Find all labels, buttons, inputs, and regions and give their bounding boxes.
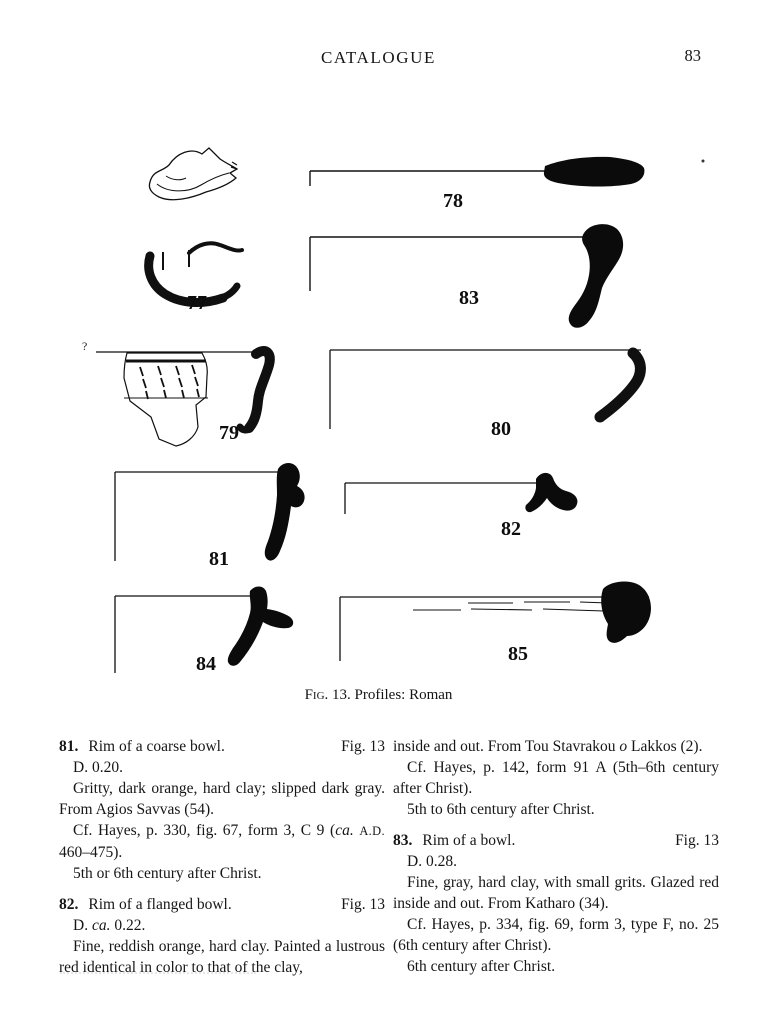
figure-label-85: 85 bbox=[508, 643, 528, 665]
profile-drawing-82 bbox=[345, 473, 577, 514]
entry-82-heading bbox=[59, 894, 385, 915]
entry-81-number: 81. bbox=[59, 738, 79, 755]
profile-drawing-83 bbox=[310, 224, 623, 328]
entry-82-description: Fine, reddish orange, hard clay. Painted a lustrous red identical in color to that of the clay, bbox=[59, 938, 385, 976]
figure-label-78: 78 bbox=[443, 190, 463, 212]
entry-81-date: 5th or 6th century after Christ. bbox=[73, 865, 262, 882]
entry-82-cont-o: o bbox=[619, 738, 628, 755]
entry-82-cont-text: inside and out. From Tou Stavrakou bbox=[393, 738, 616, 755]
entry-81-citation-text: Cf. Hayes, p. 330, fig. 67, form 3, C 9 ( bbox=[73, 822, 336, 839]
catalogue-text bbox=[59, 736, 719, 978]
figure-13 bbox=[0, 140, 757, 710]
entry-81-citation-ca: ca. bbox=[335, 822, 354, 839]
right-column bbox=[393, 736, 719, 978]
entry-82-number: 82. bbox=[59, 896, 79, 913]
entry-81-citation-range: 460–475). bbox=[59, 844, 123, 861]
entry-83-fig-ref: Fig. 13 bbox=[675, 832, 719, 849]
entry-82-fig-ref: Fig. 13 bbox=[341, 896, 385, 913]
entry-82-dim-ca: ca. bbox=[91, 917, 111, 934]
entry-83-heading bbox=[393, 830, 719, 851]
figure-label-81: 81 bbox=[209, 548, 229, 570]
entry-81-heading bbox=[59, 736, 385, 757]
figure-label-77: 77 bbox=[187, 292, 207, 314]
entry-81-title-line bbox=[59, 736, 225, 757]
entry-82-dim-value: 0.22. bbox=[114, 917, 146, 934]
scan-artifact-line bbox=[60, 972, 256, 974]
entry-83-title: Rim of a bowl. bbox=[422, 832, 516, 849]
figure-caption bbox=[0, 687, 757, 704]
entry-82-title-line bbox=[59, 894, 232, 915]
entry-83-date: 6th century after Christ. bbox=[407, 958, 556, 975]
entry-83-number: 83. bbox=[393, 832, 413, 849]
entry-82-cont-rest: Lakkos (2). bbox=[631, 738, 703, 755]
figure-caption-label: Fig. 13. bbox=[304, 687, 351, 703]
figure-label-80: 80 bbox=[491, 418, 511, 440]
left-column bbox=[59, 736, 385, 978]
entry-82-title: Rim of a flanged bowl. bbox=[88, 896, 232, 913]
entry-83-title-line bbox=[393, 830, 515, 851]
entry-82-description-continued bbox=[393, 736, 719, 757]
figure-label-84: 84 bbox=[196, 653, 216, 675]
entry-82-dimension bbox=[59, 915, 385, 936]
entry-81-citation bbox=[59, 820, 385, 863]
figure-13-drawings bbox=[0, 140, 757, 710]
entry-81-description: Gritty, dark orange, hard clay; slipped dark gray. From Agios Savvas (54). bbox=[59, 780, 385, 818]
profile-drawing-78 bbox=[310, 157, 705, 187]
entry-81-fig-ref: Fig. 13 bbox=[341, 738, 385, 755]
figure-caption-title: Profiles: Roman bbox=[354, 687, 453, 703]
question-mark: ? bbox=[82, 339, 88, 353]
figure-label-82: 82 bbox=[501, 518, 521, 540]
entry-81-title: Rim of a coarse bowl. bbox=[88, 738, 225, 755]
profile-drawing-77 bbox=[149, 148, 242, 303]
page-title: CATALOGUE bbox=[320, 48, 437, 67]
figure-label-83: 83 bbox=[459, 287, 479, 309]
profile-drawing-81 bbox=[115, 463, 305, 561]
entry-83-description: Fine, gray, hard clay, with small grits. Glazed red inside and out. From Katharo (34). bbox=[393, 874, 719, 912]
entry-83-citation: Cf. Hayes, p. 334, fig. 69, form 3, type F, no. 25 (6th century after Christ). bbox=[393, 916, 719, 954]
page-number: 83 bbox=[684, 46, 701, 65]
entry-81-dimension: D. 0.20. bbox=[73, 759, 123, 776]
entry-82-date: 5th to 6th century after Christ. bbox=[407, 801, 595, 818]
figure-label-79: 79 bbox=[219, 422, 239, 444]
entry-82-dim-d: D. bbox=[73, 917, 89, 934]
entry-81-citation-ad: A.D. bbox=[359, 824, 386, 838]
entry-82-citation: Cf. Hayes, p. 142, form 91 A (5th–6th century after Christ). bbox=[393, 759, 719, 797]
scan-speck bbox=[702, 160, 705, 163]
entry-83-dimension: D. 0.28. bbox=[407, 853, 457, 870]
